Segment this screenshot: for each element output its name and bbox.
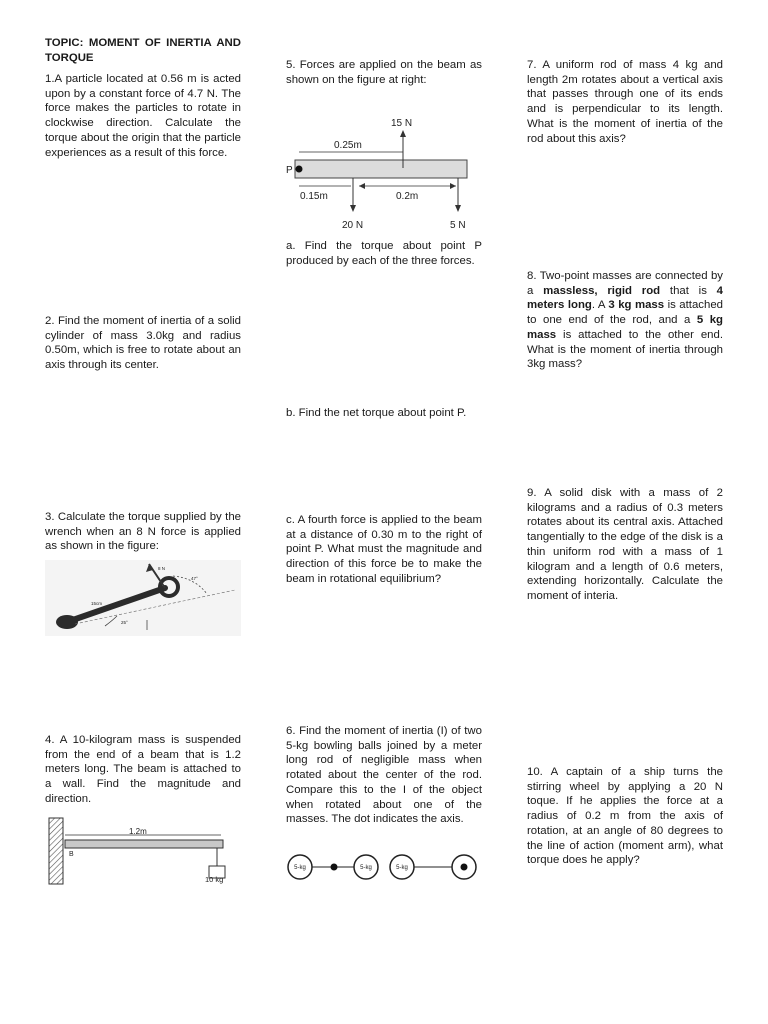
beam-forces-figure bbox=[282, 112, 482, 234]
force-up-label: 15 N bbox=[391, 118, 413, 129]
point-p-label: P bbox=[286, 165, 293, 176]
force-label: 8 N bbox=[158, 566, 166, 571]
question-2: 2. Find the moment of inertia of a solid cylinder of mass 3.0kg and radius 0.50m, which is free to rotate about an axis through its center. bbox=[45, 315, 241, 372]
beam-length-label: 1.2m bbox=[129, 827, 147, 836]
beam-wall-figure bbox=[45, 816, 241, 886]
angle-top-label: 47° bbox=[191, 576, 198, 581]
question-5c: c. A fourth force is applied to the beam at a distance of 0.30 m to the right of point P. What must the magnitude and direction of this force be to make the beam in rotational equilibrium? bbox=[286, 514, 482, 585]
pivot-point bbox=[296, 166, 303, 173]
mass-label: 10 kg bbox=[205, 875, 224, 884]
dist-015-label: 0.15m bbox=[300, 191, 328, 202]
question-8: 8. Two-point masses are connected by a massless, rigid rod that is 4 meters long. A 3 kg mass is attached to one end of the rod, and a 5 kg mass is attached to the other end. What is the moment of inertia through 3kg mass? bbox=[527, 270, 724, 371]
question-6: 6. Find the moment of inertia (I) of two 5-kg bowling balls joined by a meter long rod of negligible mass when rotated about the center of the rod. Compare this to the I of the object when rotated about one of the masses. The dot indicates the axis. bbox=[286, 725, 482, 826]
length-label: 15cm bbox=[91, 601, 103, 606]
svg-text:5-kg: 5-kg bbox=[294, 865, 306, 871]
question-7: 7. A uniform rod of mass 4 kg and length 2m rotates about a vertical axis that passes through one of its ends and is perpendicular to its length. What is the moment of inertia of the rod about this axis? bbox=[527, 59, 723, 145]
wrench-head bbox=[56, 615, 78, 629]
question-5b: b. Find the net torque about point P. bbox=[286, 407, 467, 419]
bowling-balls-figure bbox=[286, 850, 482, 886]
point-b-label: B bbox=[69, 851, 74, 858]
beam bbox=[65, 840, 223, 848]
page-title: TOPIC: MOMENT OF INERTIA AND TORQUE bbox=[45, 37, 241, 64]
question-1: 1.A particle located at 0.56 m is acted upon by a constant force of 4.7 N. The force makes the particles to rotate in clockwise direction. Calculate the torque about the origin that the particle experiences as a result of this force. bbox=[45, 73, 241, 159]
dist-02-label: 0.2m bbox=[396, 191, 419, 202]
wrench-figure bbox=[45, 560, 241, 636]
wall bbox=[49, 818, 63, 884]
question-9: 9. A solid disk with a mass of 2 kilograms and a radius of 0.3 meters rotates about its central axis. Attached tangentially to the edge of the disk is a thin uniform rod with a mass of 1 kilogram and a length of 0.6 meters, extending horizontally. Calculate the moment of interia. bbox=[527, 487, 723, 602]
axis-dot bbox=[331, 864, 338, 871]
angle-bottom-label: 25° bbox=[121, 620, 128, 625]
force-5n-label: 5 N bbox=[450, 220, 466, 231]
question-5: 5. Forces are applied on the beam as shown on the figure at right: bbox=[286, 59, 482, 86]
question-10: 10. A captain of a ship turns the stirring wheel by applying a 20 N toque. If he applies the force at a radius of 0.2 m from the axis of rotation, at an angle of 80 degrees to the line of action (moment arm), what torque does he apply? bbox=[527, 766, 723, 867]
axis-dot-2 bbox=[461, 864, 468, 871]
force-20n-label: 20 N bbox=[342, 220, 364, 231]
svg-text:5-kg: 5-kg bbox=[396, 865, 408, 871]
dist-025-label: 0.25m bbox=[334, 140, 362, 151]
beam bbox=[295, 160, 467, 178]
svg-text:5-kg: 5-kg bbox=[360, 865, 372, 871]
question-4: 4. A 10-kilogram mass is suspended from the end of a beam that is 1.2 meters long. The beam is attached to a wall. Find the magnitude and direction. bbox=[45, 734, 241, 805]
question-3: 3. Calculate the torque supplied by the wrench when an 8 N force is applied as shown in the figure: bbox=[45, 511, 241, 553]
question-5a: a. Find the torque about point P produced by each of the three forces. bbox=[286, 240, 482, 267]
